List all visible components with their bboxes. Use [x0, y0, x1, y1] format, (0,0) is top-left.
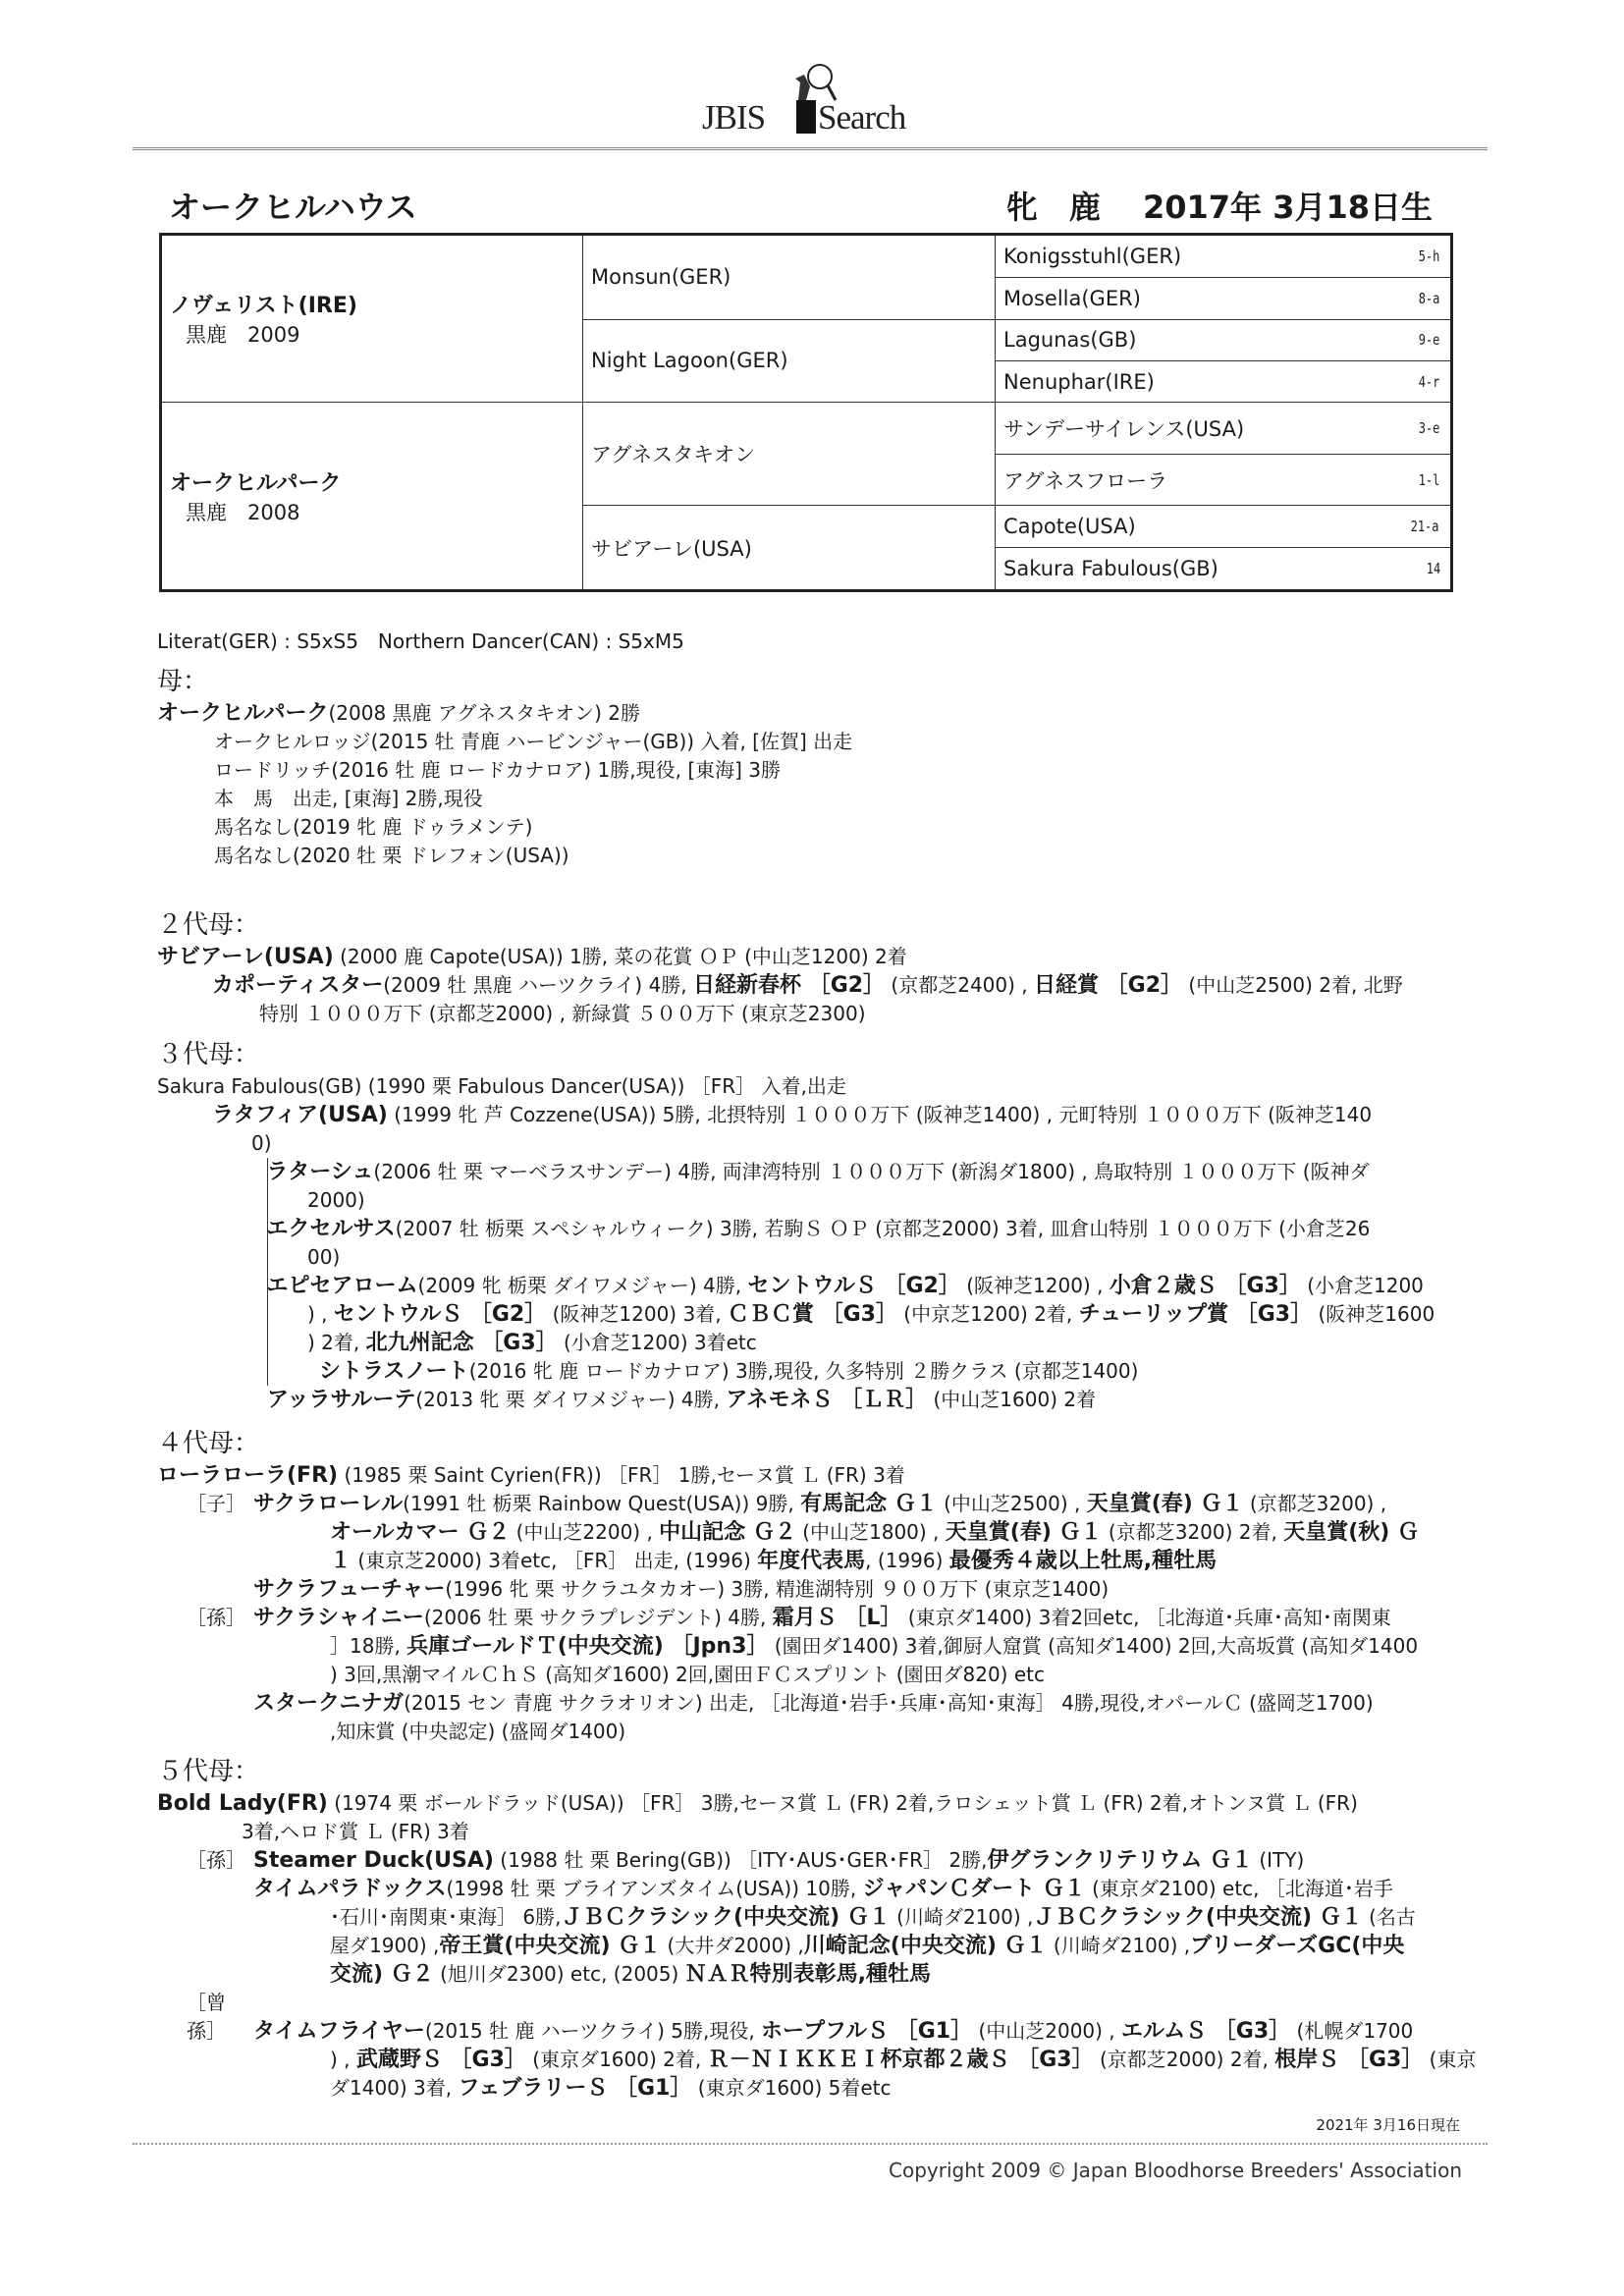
descendant-info: (京都芝3200) , [1243, 1492, 1387, 1515]
progeny-name: ラタフィア(USA) [212, 1103, 388, 1127]
progeny-item: 馬名なし(2019 牝 鹿 ドゥラメンテ) [214, 815, 533, 839]
descendant-name: Steamer Duck(USA) [253, 1848, 494, 1873]
gen3-cell [996, 319, 1452, 360]
fifth-dam-info-cont: 3着,ヘロド賞 Ｌ (FR) 3着 [242, 1820, 469, 1843]
gen3-cell [996, 547, 1452, 590]
gen3-name: アグネスフローラ [1003, 468, 1168, 493]
award: 最優秀４歳以上牡馬,種牡馬 [948, 1549, 1218, 1573]
descendant-info-cont: ,知床賞 (中央認定) (盛岡ダ1400) [330, 1720, 626, 1743]
race-title: １ [330, 1549, 352, 1573]
race-title: 霜月Ｓ ［L］ [772, 1606, 902, 1630]
dam-section [157, 664, 1487, 870]
gen3-cell [996, 278, 1452, 319]
header-divider [133, 147, 1488, 150]
race-title: ジャパンＣダート Ｇ１ [862, 1877, 1086, 1901]
gen3-cell [996, 403, 1452, 455]
pedigree-table [159, 233, 1453, 592]
sire-cell [161, 235, 583, 403]
third-dam-info: (1990 栗 Fabulous Dancer(USA)) ［FR］ 入着,出走 [361, 1074, 846, 1098]
race-title: 小倉２歳Ｓ ［G3］ [1109, 1274, 1301, 1298]
horse-sex-color-birth: 牝 鹿 2017年 3月18日生 [1005, 189, 1433, 226]
inbreeding-info: Literat(GER) : S5xS5 Northern Dancer(CAN) : S5xM5 [157, 629, 684, 653]
third-dam-section [157, 1037, 1487, 1414]
race-title: オールカマー Ｇ２ [330, 1520, 511, 1545]
descendant-info: ･石川･南関東･東海］ 6勝, [330, 1905, 562, 1929]
family-number: 9-e [1418, 331, 1440, 350]
descendant-info: (小倉芝1200) 3着etc [557, 1331, 757, 1354]
progeny-item: 本 馬 出走, [東海] 2勝,現役 [214, 787, 483, 810]
family-number: 3-e [1418, 419, 1440, 438]
descendant-info: (2016 牝 鹿 ロードカナロア) 3勝,現役, 久多特別 ２勝クラス (京都芝1400) [468, 1359, 1139, 1383]
award: ＮＡＲ特別表彰馬,種牡馬 [684, 1962, 932, 1987]
progeny-info: (京都芝2400) , [885, 973, 1034, 997]
descendant-info: , (1996) [865, 1549, 949, 1572]
descendant-info: (大井ダ2000) , [661, 1934, 804, 1957]
descendant-info: (2015 牡 鹿 ハーツクライ) 5勝,現役, [424, 2019, 762, 2043]
progeny-item: 馬名なし(2020 牡 栗 ドレフォン(USA)) [214, 844, 569, 867]
descendant-info: (阪神芝1600 [1312, 1302, 1435, 1326]
dam-name: オークヒルパーク [170, 470, 342, 496]
progeny-name: カポーティスター [212, 973, 384, 998]
descendant-info: (2013 牝 栗 ダイワメジャー) 4勝, [415, 1388, 727, 1411]
second-dam-info: (2000 鹿 Capote(USA)) 1勝, 菜の花賞 ＯＰ (中山芝1200) 2着 [333, 945, 907, 968]
descendant-info: (中山芝2200) , [510, 1520, 660, 1544]
descendant-info: ダ1400) 3着, [330, 2076, 459, 2100]
descendant-info: (川崎ダ2100) , [1047, 1934, 1191, 1957]
descendant-info: (中山芝2000) , [972, 2019, 1122, 2043]
race-title: 兵庫ゴールドＴ(中央交流) ［Jpn3］ [406, 1634, 769, 1659]
descendant-info: (園田ダ1400) 3着,御厨人窟賞 (高知ダ1400) 2回,大高坂賞 (高知ダ1400 [768, 1634, 1419, 1658]
race-title: 日経賞 ［G2］ [1034, 973, 1183, 998]
descendant-name: サクラフューチャー [253, 1577, 446, 1602]
gen3-name: Lagunas(GB) [1003, 328, 1137, 353]
race-title: 日経新春杯 ［G2］ [693, 973, 886, 998]
race-title: ＣＢＣ賞 ［G3］ [727, 1302, 897, 1327]
dam-info: 黒鹿 2008 [186, 500, 300, 524]
logo-text-jbis: JBIS [702, 98, 766, 137]
descendant-info: (東京 [1423, 2048, 1477, 2071]
family-number: 4-r [1418, 372, 1440, 391]
descendant-info: (ITY) [1253, 1848, 1305, 1872]
descendant-info: (東京ダ1600) 2着, [525, 2048, 708, 2071]
race-title: チューリップ賞 ［G3］ [1078, 1302, 1313, 1327]
descendant-info: (旭川ダ2300) etc, (2005) [433, 1962, 685, 1986]
gen3-name: Nenuphar(IRE) [1003, 369, 1155, 394]
descendant-name: タイムフライヤー [253, 2019, 425, 2044]
race-title: 天皇賞(春) Ｇ１ [1086, 1492, 1244, 1516]
descendant-info: ) , [330, 2048, 356, 2071]
descendant-info: (中山芝1600) 2着 [927, 1388, 1097, 1411]
gen3-name: Capote(USA) [1003, 515, 1136, 539]
descendant-info: (札幌ダ1700 [1290, 2019, 1414, 2043]
gen3-name: サンデーサイレンス(USA) [1003, 417, 1245, 442]
race-title: 天皇賞(春) Ｇ１ [945, 1520, 1103, 1545]
race-title: セントウルＳ ［G2］ [747, 1274, 960, 1298]
family-number: 21-a [1410, 518, 1439, 536]
race-title: 中山記念 Ｇ２ [659, 1520, 796, 1545]
race-title: 北九州記念 ［G3］ [365, 1331, 558, 1355]
descendant-name: エピセアローム [266, 1274, 418, 1298]
descendant-info: (1991 牡 栃栗 Rainbow Quest(USA)) 9勝, [403, 1492, 801, 1515]
progeny-item: オークヒルロッジ(2015 牡 青鹿 ハービンジャー(GB)) 入着, [佐賀] 出走 [214, 730, 853, 753]
race-title: 交流) Ｇ２ [330, 1962, 434, 1987]
gen2-cell: Night Lagoon(GER) [583, 319, 996, 403]
race-title: エルムＳ ［G3］ [1121, 2019, 1291, 2044]
race-title: ＪＢＣクラシック(中央交流) Ｇ１ [561, 1905, 891, 1930]
descendant-info: (名古 [1362, 1905, 1416, 1929]
copyright: Copyright 2009 © Japan Bloodhorse Breeders' Association [889, 2159, 1462, 2182]
descendant-name: アッラサルーテ [267, 1388, 416, 1412]
gen3-name: Sakura Fabulous(GB) [1003, 556, 1218, 580]
as-of-date: 2021年 3月16日現在 [1316, 2116, 1460, 2134]
dam-cell [161, 403, 583, 591]
race-title: 伊グランクリテリウム Ｇ１ [987, 1848, 1253, 1873]
descendant-info: 屋ダ1900) , [330, 1934, 440, 1957]
race-title: 天皇賞(秋) Ｇ [1283, 1520, 1420, 1545]
gen3-name: Mosella(GER) [1003, 286, 1141, 310]
descendant-info: (2009 牝 栃栗 ダイワメジャー) 4勝, [417, 1274, 748, 1297]
section-heading: ２代母： [157, 910, 260, 940]
descendant-info: (中山芝1800) , [795, 1520, 946, 1544]
footer-divider [133, 2143, 1488, 2145]
horse-name: オークヒルハウス [169, 189, 417, 226]
descendant-info: (京都芝3200) 2着, [1102, 1520, 1284, 1544]
progeny-info: (1999 牝 芦 Cozzene(USA)) 5勝, 北摂特別 １０００万下 (阪神芝1400) , 元町特別 １０００万下 (阪神芝140 [387, 1103, 1373, 1126]
third-dam-name: Sakura Fabulous(GB) [157, 1074, 362, 1098]
descendant-info-cont: 2000) [307, 1188, 365, 1212]
descendant-info: ) 2着, [307, 1331, 366, 1354]
race-title: ブリーダーズGC(中央 [1190, 1934, 1405, 1958]
relation-tag: ［孫］ [187, 1848, 245, 1872]
progeny-item: ロードリッチ(2016 牡 鹿 ロードカナロア) 1勝,現役, [東海] 3勝 [214, 758, 782, 782]
race-title: ＪＢＣクラシック(中央交流) Ｇ１ [1033, 1905, 1363, 1930]
descendant-name: サクラシャイニー [253, 1606, 424, 1630]
fourth-dam-section [157, 1426, 1487, 1746]
gen2-cell: アグネスタキオン [583, 403, 996, 506]
jbis-search-logo [702, 57, 938, 137]
race-title: 帝王賞(中央交流) Ｇ１ [439, 1934, 662, 1958]
fifth-dam-name: Bold Lady(FR) [157, 1791, 328, 1816]
sire-info: 黒鹿 2009 [186, 323, 300, 348]
section-heading: ３代母： [157, 1040, 260, 1069]
family-number: 5-h [1418, 247, 1440, 266]
relation-tag: ［孫］ [187, 1606, 245, 1629]
descendant-name: スタークニナガ [253, 1691, 405, 1716]
award: 年度代表馬 [757, 1549, 866, 1573]
progeny-info-cont: 0) [251, 1131, 272, 1155]
fourth-dam-info: (1985 栗 Saint Cyrien(FR)) ［FR］ 1勝,セーヌ賞 Ｌ (FR) 3着 [338, 1463, 905, 1487]
gen3-name: Konigsstuhl(GER) [1003, 245, 1182, 269]
descendant-info-cont: ) 3回,黒潮マイルＣｈＳ (高知ダ1600) 2回,園田ＦＣスプリント (園田ダ820) etc [330, 1663, 1045, 1686]
descendant-info: (東京芝2000) 3着etc, ［FR］ 出走, (1996) [352, 1549, 758, 1572]
progeny-info: (中山芝2500) 2着, 北野 [1182, 973, 1403, 997]
race-title: 有馬記念 Ｇ１ [800, 1492, 938, 1516]
race-title: アネモネＳ ［ＬＲ］ [726, 1388, 928, 1412]
race-title: 川崎記念(中央交流) Ｇ１ [803, 1934, 1048, 1958]
race-title: ホープフルＳ ［G1］ [761, 2019, 973, 2044]
gen2-cell: Monsun(GER) [583, 235, 996, 320]
descendant-info: (中京芝1200) 2着, [896, 1302, 1079, 1326]
gen2-cell: サビアーレ(USA) [583, 506, 996, 591]
gen3-cell [996, 506, 1452, 547]
descendant-info: (東京ダ2100) etc, ［北海道･岩手 [1085, 1877, 1393, 1900]
sire-name: ノヴェリスト(IRE) [170, 294, 357, 319]
race-title: フェブラリーＳ ［G1］ [458, 2076, 692, 2101]
descendant-info: (1998 牡 栗 ブライアンズタイム(USA)) 10勝, [446, 1877, 863, 1900]
descendant-info: (2006 牡 栗 サクラプレジデント) 4勝, [423, 1606, 773, 1629]
family-number: 1-l [1418, 470, 1440, 489]
progeny-info: (2009 牡 黒鹿 ハーツクライ) 4勝, [383, 973, 694, 997]
descendant-info: (1988 牡 栗 Bering(GB)) ［ITY･AUS･GER･FR］ 2勝, [493, 1848, 988, 1872]
fifth-dam-info: (1974 栗 ボールドラッド(USA)) ［FR］ 3勝,セーヌ賞 Ｌ (FR) 2着,ラロシェット賞 Ｌ (FR) 2着,オトンヌ賞 Ｌ (FR) [327, 1791, 1358, 1815]
descendant-info: (2007 牡 栃栗 スペシャルウィーク) 3勝, 若駒Ｓ ＯＰ (京都芝2000) 3着, 皿倉山特別 １０００万下 (小倉芝26 [395, 1217, 1371, 1240]
descendant-info: (阪神芝1200) , [959, 1274, 1110, 1297]
race-title: 武蔵野Ｓ ［G3］ [355, 2048, 526, 2072]
descendant-info-cont: 00) [307, 1245, 341, 1269]
fourth-dam-name: ローラローラ(FR) [157, 1463, 339, 1488]
descendant-info: (川崎ダ2100) , [890, 1905, 1034, 1929]
dam-info: (2008 黒鹿 アグネスタキオン) 2勝 [328, 701, 640, 725]
gen3-cell [996, 235, 1452, 278]
descendant-tree [267, 1158, 1487, 1386]
progeny-info-cont: 特別 １０００万下 (京都芝2000) , 新緑賞 ５００万下 (東京芝2300) [259, 1002, 866, 1025]
gen3-cell [996, 454, 1452, 506]
race-title: Ｒ－ＮＩＫＫＥＩ杯京都２歳Ｓ ［G3］ [707, 2048, 1094, 2072]
descendant-name: ラターシュ [266, 1160, 374, 1184]
descendant-info: (東京ダ1400) 3着2回etc, ［北海道･兵庫･高知･南関東 [901, 1606, 1391, 1629]
relation-tag: ［曾孫］ [187, 1991, 226, 2043]
descendant-info: (阪神芝1200) 3着, [546, 1302, 728, 1326]
descendant-name: タイムパラドックス [253, 1877, 447, 1901]
second-dam-name: サビアーレ(USA) [157, 945, 334, 969]
family-number: 8-a [1418, 289, 1440, 307]
descendant-name: エクセルサス [266, 1217, 396, 1241]
dam-name: オークヒルパーク [157, 701, 329, 726]
section-heading: ４代母： [157, 1429, 260, 1458]
descendant-info: (小倉芝1200 [1300, 1274, 1424, 1297]
logo-text-search: Search [818, 98, 906, 137]
descendant-info: (京都芝2000) 2着, [1093, 2048, 1275, 2071]
descendant-info: (中山芝2500) , [937, 1492, 1087, 1515]
descendant-info: ］18勝, [330, 1634, 407, 1658]
fifth-dam-section [157, 1754, 1487, 2103]
gen3-cell [996, 360, 1452, 402]
family-number: 14 [1426, 559, 1441, 577]
descendant-info: (1996 牝 栗 サクラユタカオー) 3勝, 精進湖特別 ９００万下 (東京芝1400) [445, 1577, 1110, 1601]
section-heading: ５代母： [157, 1757, 260, 1786]
descendant-info: ) , [307, 1302, 334, 1326]
section-heading: 母： [157, 667, 209, 696]
race-title: セントウルＳ ［G2］ [333, 1302, 547, 1327]
descendant-info: (2015 セン 青鹿 サクラオリオン) 出走, ［北海道･岩手･兵庫･高知･東海］ 4勝,現役,オパールＣ (盛岡芝1700) [404, 1691, 1374, 1715]
descendant-info: (2006 牡 栗 マーベラスサンデー) 4勝, 両津湾特別 １０００万下 (新潟ダ1800) , 鳥取特別 １０００万下 (阪神ダ [373, 1160, 1370, 1183]
descendant-info: (東京ダ1600) 5着etc [691, 2076, 892, 2100]
relation-tag: ［子］ [187, 1492, 245, 1515]
descendant-name: シトラスノート [319, 1359, 469, 1384]
descendant-name: サクラローレル [253, 1492, 404, 1516]
race-title: 根岸Ｓ ［G3］ [1274, 2048, 1424, 2072]
second-dam-section [157, 907, 1487, 1028]
